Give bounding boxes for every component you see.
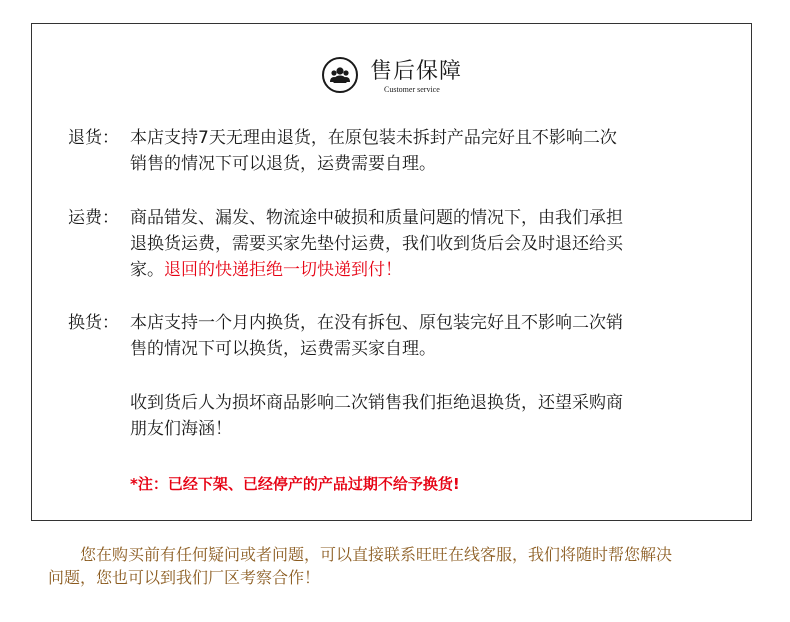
page-title: 售后保障 — [370, 59, 463, 84]
page-subtitle: Customer service — [384, 85, 440, 94]
returns-text-line: 本店支持7天无理由退货，在原包装未拆封产品完好且不影响二次 — [130, 128, 617, 148]
shipping-text-line: 商品错发、漏发、物流途中破损和质量问题的情况下，由我们承担 — [130, 208, 623, 228]
shipping-label: 运费： — [68, 208, 119, 228]
returns-label: 退货： — [68, 128, 119, 148]
people-icon — [322, 57, 358, 93]
shipping-text-prefix: 家。 — [130, 260, 164, 280]
discontinued-product-note: *注：已经下架、已经停产的产品过期不给予换货! — [130, 475, 460, 493]
shipping-text-line: 退换货运费，需要买家先垫付运费，我们收到货后会及时退还给买 — [130, 234, 623, 254]
exchange-label: 换货： — [68, 313, 119, 333]
cod-refusal-warning: 退回的快递拒绝一切快递到付！ — [164, 260, 402, 280]
exchange-text-line: 售的情况下可以换货，运费需买家自理。 — [130, 339, 436, 359]
damage-text-line: 收到货后人为损坏商品影响二次销售我们拒绝退换货，还望采购商 — [130, 393, 623, 413]
contact-footer — [48, 543, 672, 589]
after-sales-card — [31, 23, 752, 521]
damage-text-line: 朋友们海涵！ — [130, 419, 232, 439]
footer-text-line: 问题，您也可以到我们厂区考察合作！ — [48, 568, 321, 587]
returns-text-line: 销售的情况下可以退货，运费需要自理。 — [130, 154, 436, 174]
footer-text-line: 您在购买前有任何疑问或者问题，可以直接联系旺旺在线客服，我们将随时帮您解决 — [80, 545, 673, 564]
shipping-text-line — [130, 257, 623, 283]
exchange-text-line: 本店支持一个月内换货，在没有拆包、原包装完好且不影响二次销 — [130, 313, 623, 333]
